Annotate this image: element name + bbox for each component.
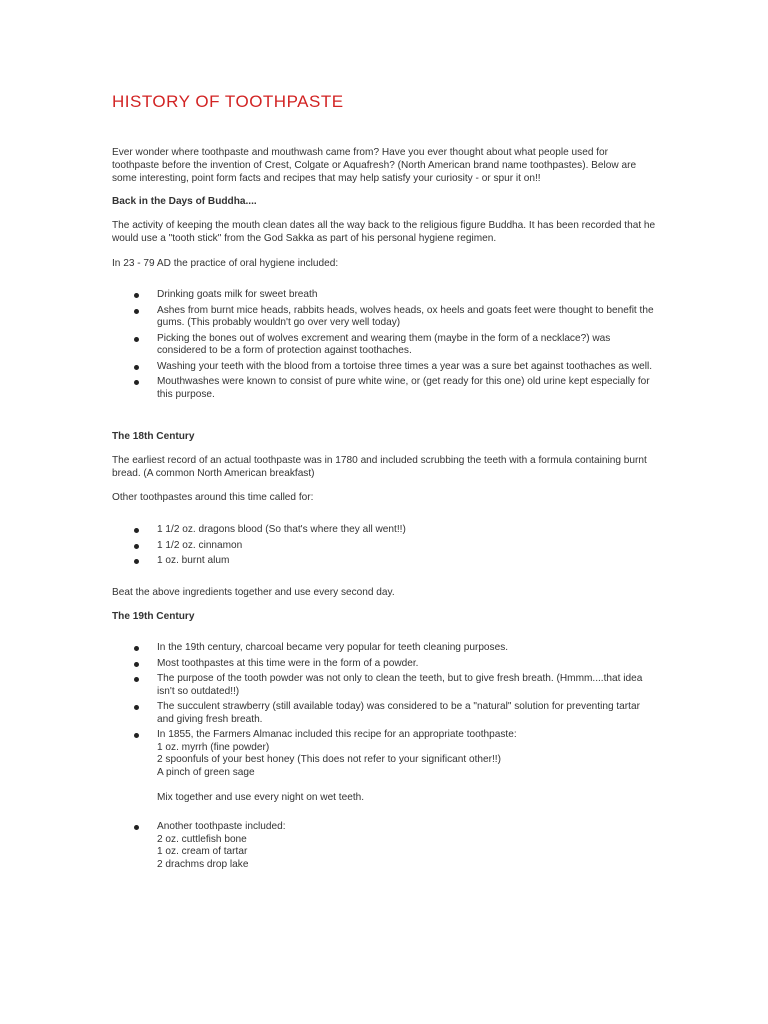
list-item: The purpose of the tooth powder was not only to clean the teeth, but to give fresh breath. (Hmmm....that idea isn't so outdated!!) bbox=[112, 673, 657, 698]
list-item: 1 oz. burnt alum bbox=[112, 555, 657, 568]
document-title: HISTORY OF TOOTHPASTE bbox=[112, 92, 344, 111]
recipe-line: 2 oz. cuttlefish bone bbox=[157, 833, 247, 845]
c18-lead: Other toothpastes around this time called for: bbox=[112, 492, 314, 503]
list-item: Mouthwashes were known to consist of pure white wine, or (get ready for this one) old urine kept especially for this purpose. bbox=[112, 376, 657, 401]
bullet-icon bbox=[134, 705, 139, 710]
c18-paragraph: The earliest record of an actual toothpaste was in 1780 and included scrubbing the teeth with a formula containing burnt bread. (A common North American breakfast) bbox=[112, 455, 647, 479]
list-item: The succulent strawberry (still available today) was considered to be a "natural" solution for preventing tartar and giving fresh breath. bbox=[112, 701, 657, 726]
list-item: Ashes from burnt mice heads, rabbits heads, wolves heads, ox heels and goats feet were thought to benefit the gums. (This probably wouldn't go over very well today) bbox=[112, 305, 657, 330]
section-heading-18th-century: The 18th Century bbox=[112, 431, 195, 442]
bullet-icon bbox=[134, 528, 139, 533]
recipe-line: A pinch of green sage bbox=[157, 766, 255, 778]
c19-list bbox=[112, 642, 657, 808]
list-item: In the 19th century, charcoal became very popular for teeth cleaning purposes. bbox=[112, 642, 657, 655]
recipe-line: 1 oz. myrrh (fine powder) bbox=[157, 741, 270, 753]
list-item: Drinking goats milk for sweet breath bbox=[112, 289, 657, 302]
recipe-line: 2 spoonfuls of your best honey (This does not refer to your significant other!!) bbox=[157, 754, 501, 765]
recipe-intro: In 1855, the Farmers Almanac included this recipe for an appropriate toothpaste: bbox=[157, 729, 517, 740]
recipe-line: 2 drachms drop lake bbox=[157, 858, 249, 870]
bullet-icon bbox=[134, 646, 139, 651]
list-item: 1 1/2 oz. cinnamon bbox=[112, 540, 657, 553]
recipe-intro: Another toothpaste included: bbox=[157, 821, 286, 832]
c18-after: Beat the above ingredients together and use every second day. bbox=[112, 587, 395, 598]
bullet-icon bbox=[134, 544, 139, 549]
buddha-paragraph: The activity of keeping the mouth clean dates all the way back to the religious figure Buddha. It has been recorded that he would use a "tooth stick" from the God Sakka as part of his personal hygiene regimen. bbox=[112, 220, 656, 244]
section-heading-buddha: Back in the Days of Buddha.... bbox=[112, 196, 257, 207]
c18-ingredients-list bbox=[112, 524, 657, 571]
bullet-icon bbox=[134, 662, 139, 667]
section-heading-19th-century: The 19th Century bbox=[112, 611, 195, 622]
bullet-icon bbox=[134, 559, 139, 564]
bullet-icon bbox=[134, 309, 139, 314]
oral-hygiene-list bbox=[112, 289, 657, 404]
list-item: 1 1/2 oz. dragons blood (So that's where they all went!!) bbox=[112, 524, 657, 537]
bullet-icon bbox=[134, 380, 139, 385]
bullet-icon bbox=[134, 733, 139, 738]
list-item: Picking the bones out of wolves excrement and wearing them (maybe in the form of a necklace?) was considered to be a form of protection against toothaches. bbox=[112, 333, 657, 358]
bullet-icon bbox=[134, 337, 139, 342]
intro-paragraph: Ever wonder where toothpaste and mouthwash came from? Have you ever thought about what people used for toothpaste before the invention of Crest, Colgate or Aquafresh? (North American brand name toothpastes). Below are some interesting, point form facts and recipes that may help satisfy your curiosity - or spur it on!! bbox=[112, 147, 637, 184]
c19-recipe2-list bbox=[112, 821, 657, 874]
bullet-icon bbox=[134, 825, 139, 830]
recipe-line: 1 oz. cream of tartar bbox=[157, 846, 248, 857]
list-item bbox=[112, 729, 657, 805]
list-item: Most toothpastes at this time were in the form of a powder. bbox=[112, 658, 657, 671]
bullet-icon bbox=[134, 677, 139, 682]
buddha-lead: In 23 - 79 AD the practice of oral hygiene included: bbox=[112, 258, 339, 269]
bullet-icon bbox=[134, 293, 139, 298]
recipe-note: Mix together and use every night on wet teeth. bbox=[157, 792, 365, 803]
list-item: Washing your teeth with the blood from a tortoise three times a year was a sure bet against toothaches as well. bbox=[112, 361, 657, 374]
list-item bbox=[112, 821, 657, 871]
bullet-icon bbox=[134, 365, 139, 370]
